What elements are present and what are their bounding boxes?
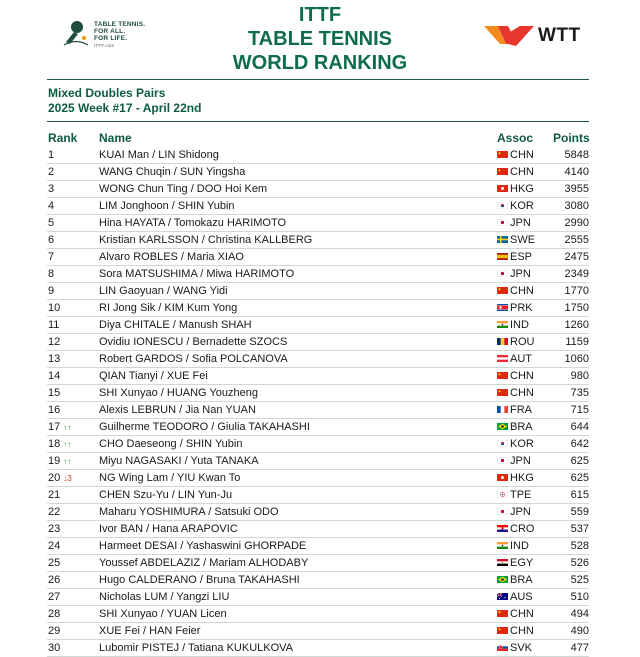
rank-cell xyxy=(48,368,60,384)
table-row xyxy=(47,215,589,232)
points-value: 625 xyxy=(570,455,589,467)
rank-cell xyxy=(48,249,54,265)
ro-flag-icon xyxy=(497,338,508,345)
column-header-name: Name xyxy=(99,131,132,145)
rank-cell xyxy=(48,232,54,248)
points-value: 1260 xyxy=(564,319,589,331)
wtt-wordmark: WTT xyxy=(538,25,581,46)
jp-flag-icon xyxy=(497,270,508,277)
pair-name: Ovidiu IONESCU / Bernadette SZOCS xyxy=(99,336,288,348)
pair-name: XUE Fei / HAN Feier xyxy=(99,625,201,637)
rank-value: 28 xyxy=(48,608,61,620)
column-header-assoc: Assoc xyxy=(497,131,534,145)
rank-cell xyxy=(48,334,60,350)
table-row xyxy=(47,555,589,572)
points-value: 3955 xyxy=(564,183,589,195)
ranking-subtitle xyxy=(48,86,201,116)
table-row xyxy=(47,589,589,606)
rank-value: 11 xyxy=(48,319,60,331)
assoc-code: HKG xyxy=(510,472,534,484)
au-flag-icon xyxy=(497,593,508,600)
points-value: 2990 xyxy=(564,217,589,229)
rank-value: 2 xyxy=(48,166,55,178)
assoc-code: HKG xyxy=(510,183,534,195)
assoc-cell xyxy=(497,368,534,384)
points-value: 1770 xyxy=(564,285,589,297)
jp-flag-icon xyxy=(497,457,508,464)
rank-cell xyxy=(48,453,71,470)
wtt-logo xyxy=(484,22,594,52)
table-row xyxy=(47,572,589,589)
ranking-table xyxy=(47,147,589,657)
assoc-cell xyxy=(497,266,531,282)
points-value: 2349 xyxy=(564,268,589,280)
pair-name: WANG Chuqin / SUN Yingsha xyxy=(99,166,246,178)
rank-cell xyxy=(48,181,54,197)
points-value: 4140 xyxy=(564,166,589,178)
rank-value: 16 xyxy=(48,404,61,416)
in-flag-icon xyxy=(497,321,508,328)
rank-cell xyxy=(48,300,60,316)
in-flag-icon xyxy=(497,542,508,549)
rank-value: 23 xyxy=(48,523,61,535)
rank-value: 7 xyxy=(48,251,55,263)
rank-cell xyxy=(48,419,71,436)
table-row xyxy=(47,606,589,623)
es-flag-icon xyxy=(497,253,508,260)
rank-cell xyxy=(48,198,54,214)
wtt-mark-icon xyxy=(484,22,536,50)
rank-value: 13 xyxy=(48,353,61,365)
table-row xyxy=(47,521,589,538)
assoc-cell xyxy=(497,181,534,197)
rank-cell xyxy=(48,317,59,333)
assoc-code: JPN xyxy=(510,268,531,280)
assoc-cell xyxy=(497,555,533,571)
header-divider xyxy=(47,79,589,80)
rank-value: 1 xyxy=(48,149,55,161)
assoc-code: CHN xyxy=(510,149,534,161)
pair-name: SHI Xunyao / YUAN Licen xyxy=(99,608,227,620)
cn-flag-icon xyxy=(497,287,508,294)
jp-flag-icon xyxy=(497,219,508,226)
points-value: 980 xyxy=(570,370,589,382)
assoc-cell xyxy=(497,198,534,214)
table-row xyxy=(47,385,589,402)
points-value: 3080 xyxy=(564,200,589,212)
pair-name: QIAN Tianyi / XUE Fei xyxy=(99,370,208,382)
points-value: 642 xyxy=(570,438,589,450)
table-row xyxy=(47,640,589,657)
pair-name: NG Wing Lam / YIU Kwan To xyxy=(99,472,241,484)
points-value: 559 xyxy=(570,506,589,518)
table-row xyxy=(47,232,589,249)
rank-cell xyxy=(48,640,60,656)
rank-value: 12 xyxy=(48,336,61,348)
assoc-code: KOR xyxy=(510,200,534,212)
assoc-code: KOR xyxy=(510,438,534,450)
table-row xyxy=(47,334,589,351)
rank-value: 9 xyxy=(48,285,55,297)
kr-flag-icon xyxy=(497,440,508,447)
assoc-code: BRA xyxy=(510,421,533,433)
pair-name: CHEN Szu-Yu / LIN Yun-Ju xyxy=(99,489,233,501)
assoc-code: FRA xyxy=(510,404,532,416)
rank-value: 29 xyxy=(48,625,61,637)
page-header xyxy=(0,0,640,78)
rank-value: 5 xyxy=(48,217,55,229)
assoc-cell xyxy=(497,334,534,350)
points-value: 528 xyxy=(570,540,589,552)
fr-flag-icon xyxy=(497,406,508,413)
assoc-code: AUT xyxy=(510,353,532,365)
assoc-cell xyxy=(497,640,532,656)
rank-up-icon: ↑↑ xyxy=(63,457,72,466)
assoc-cell xyxy=(497,283,534,299)
rank-cell xyxy=(48,283,54,299)
table-row xyxy=(47,181,589,198)
assoc-code: CHN xyxy=(510,166,534,178)
rank-value: 6 xyxy=(48,234,55,246)
assoc-cell xyxy=(497,504,531,520)
table-row xyxy=(47,368,589,385)
assoc-cell xyxy=(497,351,532,367)
rank-value: 26 xyxy=(48,574,61,586)
kr-flag-icon xyxy=(497,202,508,209)
assoc-code: CHN xyxy=(510,387,534,399)
rank-cell xyxy=(48,555,60,571)
assoc-code: CHN xyxy=(510,285,534,297)
rank-cell xyxy=(48,164,54,180)
title-line: TABLE TENNIS xyxy=(247,28,393,50)
pair-name: Diya CHITALE / Manush SHAH xyxy=(99,319,252,331)
points-value: 1750 xyxy=(564,302,589,314)
rank-cell xyxy=(48,436,71,453)
assoc-cell xyxy=(497,249,532,265)
column-header-points: Points xyxy=(553,131,590,145)
assoc-code: AUS xyxy=(510,591,533,603)
table-row xyxy=(47,266,589,283)
rank-down-icon: ↓3 xyxy=(63,474,72,483)
assoc-code: JPN xyxy=(510,217,531,229)
table-row xyxy=(47,147,589,164)
rank-cell xyxy=(48,538,60,554)
table-row xyxy=(47,300,589,317)
assoc-code: BRA xyxy=(510,574,533,586)
table-row xyxy=(47,402,589,419)
assoc-code: CHN xyxy=(510,625,534,637)
assoc-cell xyxy=(497,317,529,333)
points-value: 490 xyxy=(570,625,589,637)
pair-name: Maharu YOSHIMURA / Satsuki ODO xyxy=(99,506,279,518)
pair-name: CHO Daeseong / SHIN Yubin xyxy=(99,438,243,450)
points-value: 715 xyxy=(570,404,589,416)
ittf-tagline-line: FOR LIFE. xyxy=(94,35,128,42)
points-value: 494 xyxy=(570,608,589,620)
points-value: 2475 xyxy=(564,251,589,263)
pair-name: Guilherme TEODORO / Giulia TAKAHASHI xyxy=(99,421,310,433)
pair-name: Lubomir PISTEJ / Tatiana KUKULKOVA xyxy=(99,642,294,654)
rank-value: 25 xyxy=(48,557,61,569)
rank-value: 27 xyxy=(48,591,61,603)
pair-name: Alexis LEBRUN / Jia Nan YUAN xyxy=(99,404,256,416)
assoc-cell xyxy=(497,606,534,622)
points-value: 1060 xyxy=(564,353,589,365)
kp-flag-icon xyxy=(497,304,508,311)
rank-value: 22 xyxy=(48,506,61,518)
assoc-cell xyxy=(497,572,533,588)
hk-flag-icon xyxy=(497,185,508,192)
pair-name: Kristian KARLSSON / Christina KALLBERG xyxy=(99,234,313,246)
pair-name: Ivor BAN / Hana ARAPOVIC xyxy=(99,523,238,535)
rank-cell xyxy=(48,266,54,282)
points-value: 525 xyxy=(570,574,589,586)
table-row xyxy=(47,504,589,521)
table-row xyxy=(47,283,589,300)
rank-value: 8 xyxy=(48,268,55,280)
points-value: 644 xyxy=(570,421,589,433)
rank-value: 18 xyxy=(48,438,61,450)
rank-cell xyxy=(48,487,60,503)
points-value: 526 xyxy=(570,557,589,569)
rank-cell xyxy=(48,589,60,605)
cn-flag-icon xyxy=(497,168,508,175)
table-row xyxy=(47,249,589,266)
points-value: 735 xyxy=(570,387,589,399)
assoc-code: CHN xyxy=(510,608,534,620)
rank-value: 14 xyxy=(48,370,61,382)
rank-value: 15 xyxy=(48,387,61,399)
pair-name: KUAI Man / LIN Shidong xyxy=(99,149,219,161)
rank-cell xyxy=(48,351,60,367)
jp-flag-icon xyxy=(497,508,508,515)
assoc-code: PRK xyxy=(510,302,533,314)
rank-value: 30 xyxy=(48,642,61,654)
rank-cell xyxy=(48,470,72,487)
assoc-code: CHN xyxy=(510,370,534,382)
pair-name: Youssef ABDELAZIZ / Mariam ALHODABY xyxy=(99,557,309,569)
table-row xyxy=(47,419,589,436)
pair-name: Harmeet DESAI / Yashaswini GHORPADE xyxy=(99,540,307,552)
assoc-cell xyxy=(497,589,533,605)
cn-flag-icon xyxy=(497,389,508,396)
ittf-tagline-line: TABLE TENNIS. xyxy=(94,21,146,28)
rank-value: 4 xyxy=(48,200,55,212)
pair-name: WONG Chun Ting / DOO Hoi Kem xyxy=(99,183,268,195)
rank-value: 21 xyxy=(48,489,61,501)
cn-flag-icon xyxy=(497,627,508,634)
rank-cell xyxy=(48,521,60,537)
at-flag-icon xyxy=(497,355,508,362)
assoc-code: IND xyxy=(510,319,529,331)
rank-value: 10 xyxy=(48,302,61,314)
br-flag-icon xyxy=(497,576,508,583)
assoc-code: IND xyxy=(510,540,529,552)
br-flag-icon xyxy=(497,423,508,430)
pair-name: Robert GARDOS / Sofia POLCANOVA xyxy=(99,353,288,365)
pair-name: SHI Xunyao / HUANG Youzheng xyxy=(99,387,258,399)
assoc-cell xyxy=(497,215,531,231)
cn-flag-icon xyxy=(497,610,508,617)
table-row xyxy=(47,317,589,334)
assoc-code: EGY xyxy=(510,557,534,569)
assoc-cell xyxy=(497,623,534,639)
pair-name: Miyu NAGASAKI / Yuta TANAKA xyxy=(99,455,259,467)
subtitle-divider xyxy=(47,121,589,122)
assoc-cell xyxy=(497,453,531,469)
points-value: 477 xyxy=(570,642,589,654)
pair-name: Hina HAYATA / Tomokazu HARIMOTO xyxy=(99,217,287,229)
pair-name: LIM Jonghoon / SHIN Yubin xyxy=(99,200,235,212)
assoc-code: CRO xyxy=(510,523,535,535)
assoc-code: SVK xyxy=(510,642,533,654)
points-value: 615 xyxy=(570,489,589,501)
points-value: 625 xyxy=(570,472,589,484)
table-row xyxy=(47,351,589,368)
table-row xyxy=(47,436,589,453)
assoc-cell xyxy=(497,385,534,401)
assoc-code: ESP xyxy=(510,251,533,263)
rank-up-icon: ↑↑ xyxy=(63,423,72,432)
points-value: 2555 xyxy=(564,234,589,246)
cn-flag-icon xyxy=(497,372,508,379)
table-row xyxy=(47,198,589,215)
assoc-cell xyxy=(497,419,533,435)
rank-value: 24 xyxy=(48,540,61,552)
pair-name: Hugo CALDERANO / Bruna TAKAHASHI xyxy=(99,574,300,586)
assoc-code: SWE xyxy=(510,234,536,246)
cn-flag-icon xyxy=(497,151,508,158)
rank-cell xyxy=(48,147,54,163)
points-value: 510 xyxy=(570,591,589,603)
assoc-cell xyxy=(497,436,534,452)
pair-name: Sora MATSUSHIMA / Miwa HARIMOTO xyxy=(99,268,295,280)
title-line: WORLD RANKING xyxy=(232,52,408,74)
assoc-cell xyxy=(497,521,534,537)
rank-cell xyxy=(48,385,60,401)
assoc-cell xyxy=(497,402,532,418)
assoc-cell xyxy=(497,232,535,248)
rank-value: 3 xyxy=(48,183,55,195)
table-row xyxy=(47,164,589,181)
hk-flag-icon xyxy=(497,474,508,481)
table-row xyxy=(47,470,589,487)
assoc-cell xyxy=(497,487,531,503)
rank-value: 19 xyxy=(48,455,61,467)
rank-value: 17 xyxy=(48,421,61,433)
rank-cell xyxy=(48,504,60,520)
points-value: 5848 xyxy=(564,149,589,161)
title-line: ITTF xyxy=(298,4,342,26)
rank-cell xyxy=(48,215,54,231)
rank-up-icon: ↑↑ xyxy=(63,440,72,449)
rank-cell xyxy=(48,572,60,588)
hr-flag-icon xyxy=(497,525,508,532)
ittf-tagline-line: FOR ALL. xyxy=(94,28,126,35)
rank-cell xyxy=(48,623,60,639)
rank-value: 20 xyxy=(48,472,61,484)
sk-flag-icon xyxy=(497,644,508,651)
assoc-code: TPE xyxy=(510,489,532,501)
rank-cell xyxy=(48,606,60,622)
column-header-rank: Rank xyxy=(48,131,78,145)
pair-name: LIN Gaoyuan / WANG Yidi xyxy=(99,285,228,297)
eg-flag-icon xyxy=(497,559,508,566)
table-row xyxy=(47,538,589,555)
assoc-cell xyxy=(497,147,534,163)
rank-cell xyxy=(48,402,60,418)
points-value: 537 xyxy=(570,523,589,535)
table-row xyxy=(47,487,589,504)
pair-name: Alvaro ROBLES / Maria XIAO xyxy=(99,251,244,263)
assoc-cell xyxy=(497,300,533,316)
pair-name: RI Jong Sik / KIM Kum Yong xyxy=(99,302,238,314)
table-row xyxy=(47,453,589,470)
points-value: 1159 xyxy=(565,336,589,348)
ranking-week: 2025 Week #17 - April 22nd xyxy=(48,101,202,115)
assoc-cell xyxy=(497,164,534,180)
pair-name: Nicholas LUM / Yangzi LIU xyxy=(99,591,230,603)
se-flag-icon xyxy=(497,236,508,243)
assoc-code: JPN xyxy=(510,506,531,518)
assoc-cell xyxy=(497,538,529,554)
tpe-flag-icon xyxy=(497,491,508,498)
assoc-cell xyxy=(497,470,534,486)
ranking-category: Mixed Doubles Pairs xyxy=(48,86,166,100)
assoc-code: ROU xyxy=(510,336,535,348)
assoc-code: JPN xyxy=(510,455,531,467)
ittf-url: ITTF.com xyxy=(94,43,115,48)
